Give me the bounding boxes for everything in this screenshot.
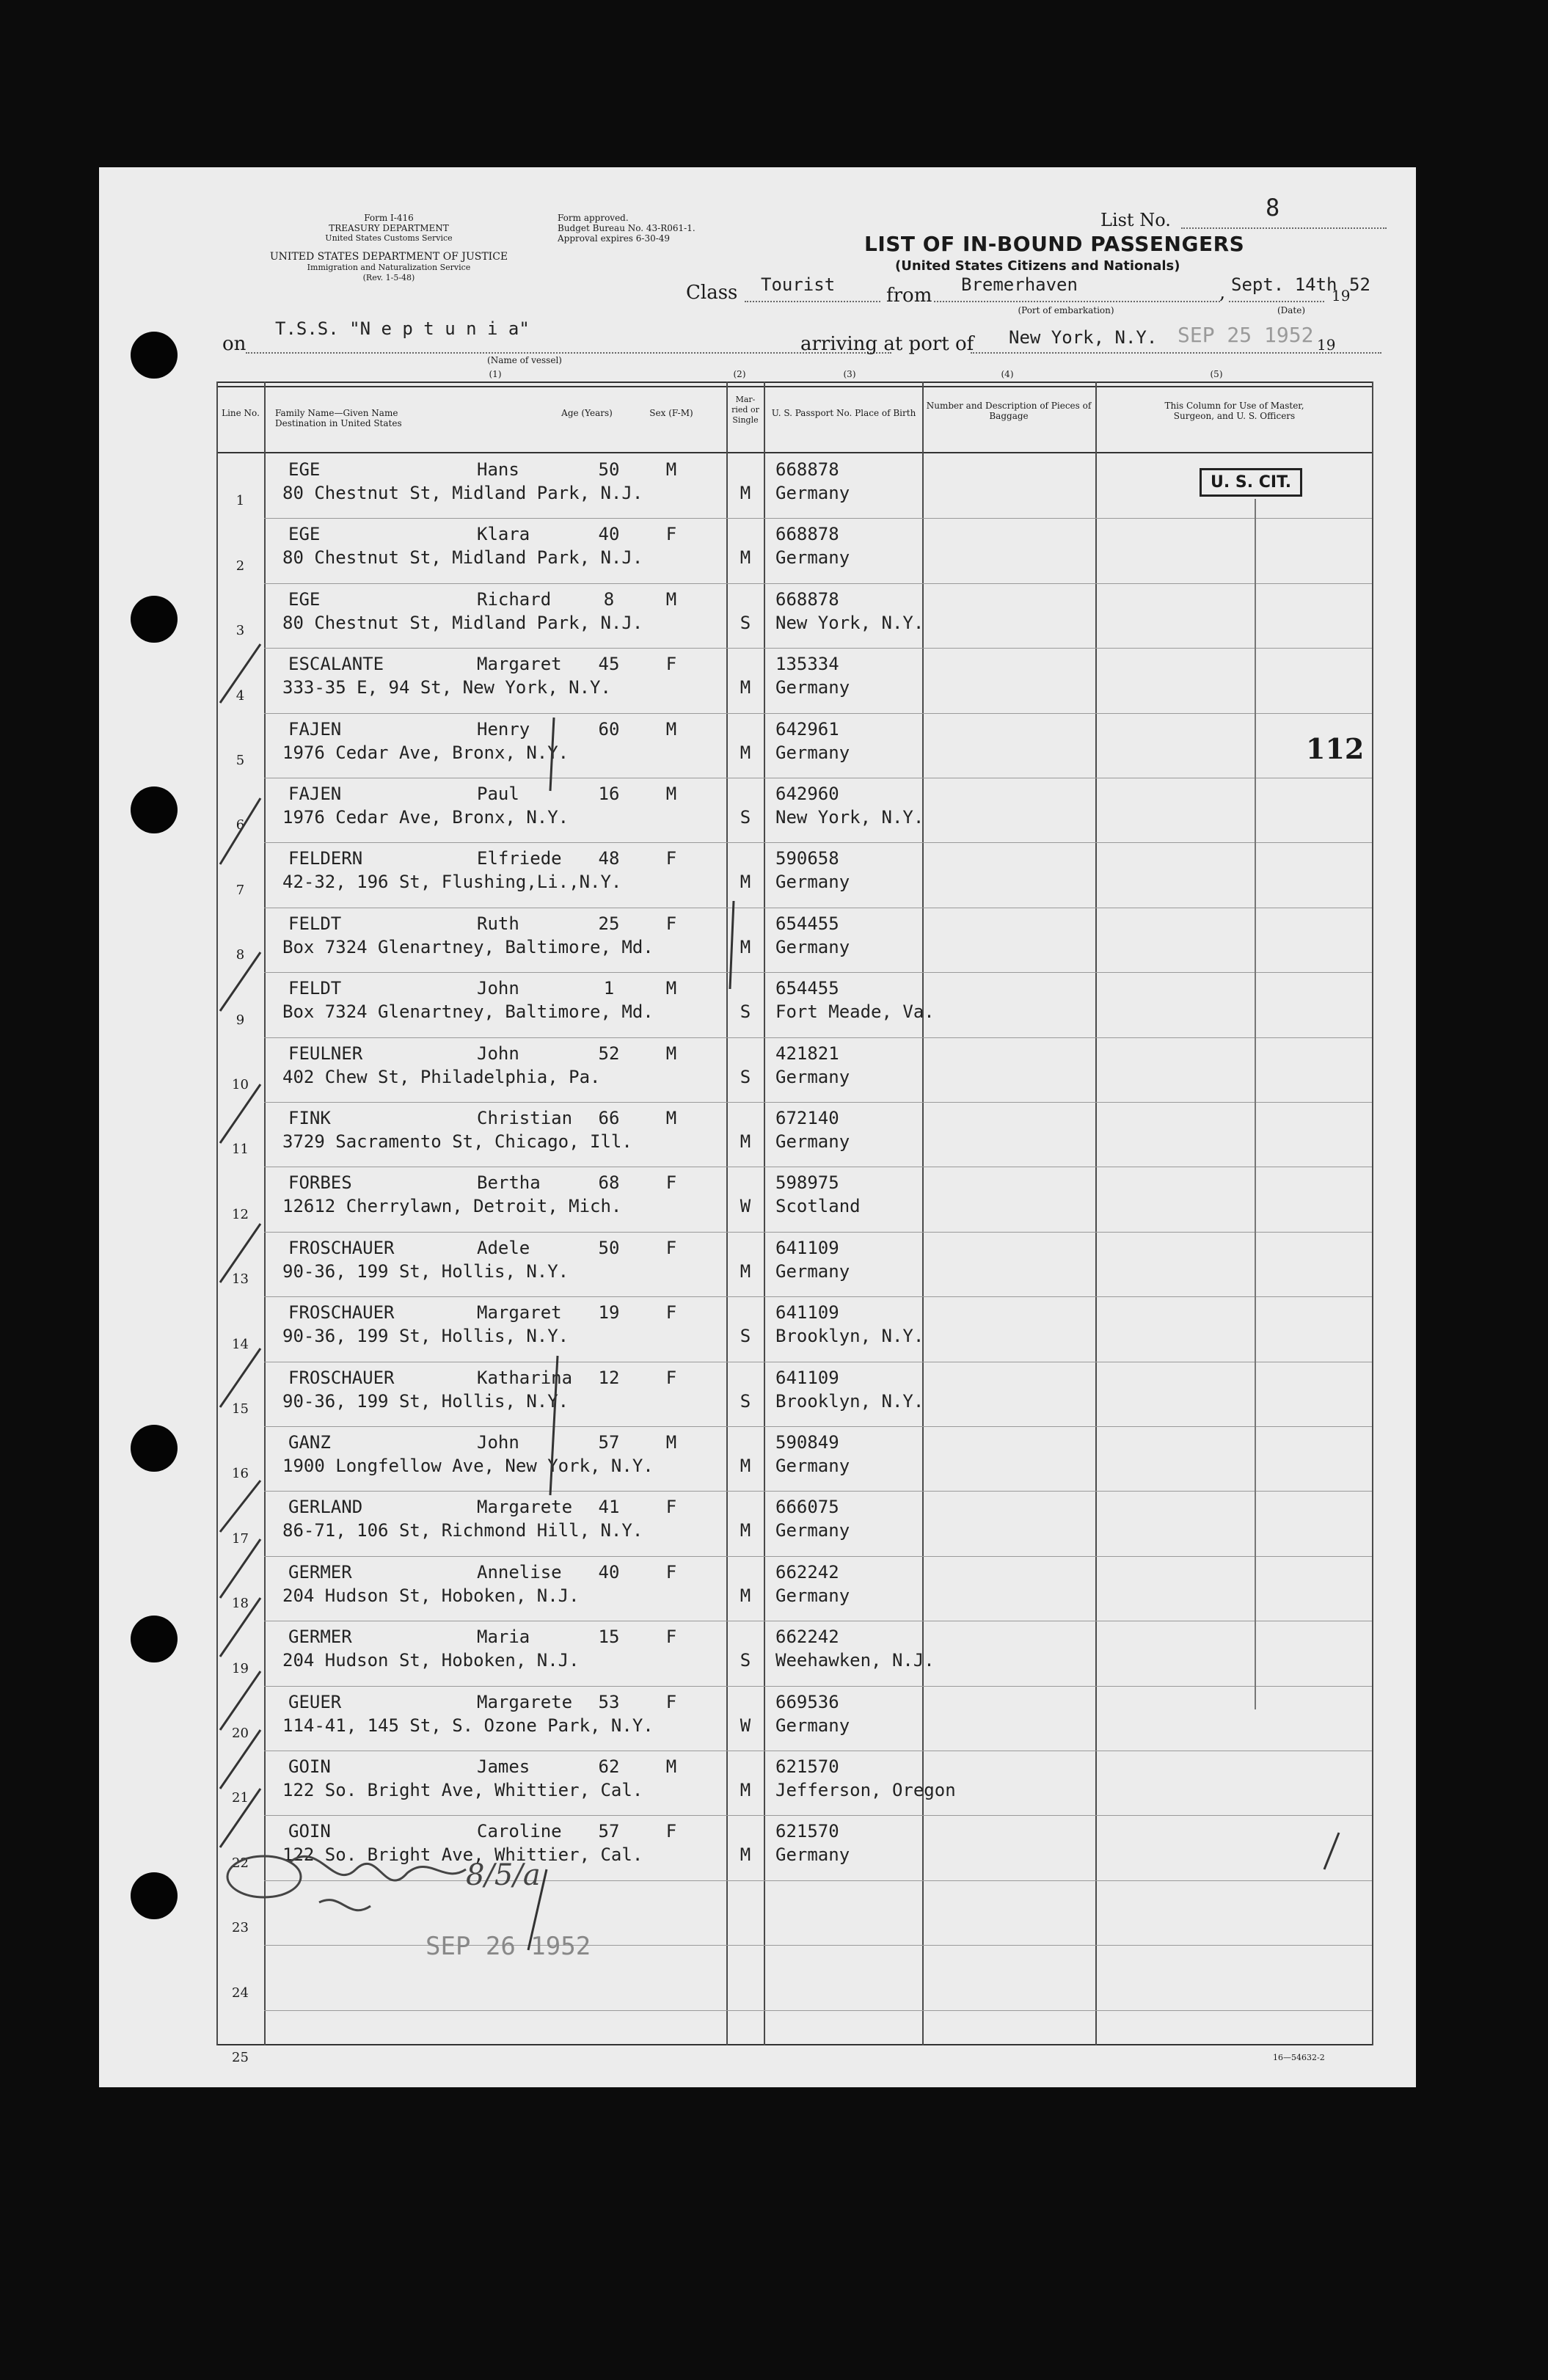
passport-number: 662242 [775,1561,839,1583]
passenger-sex: F [665,1561,677,1583]
passenger-given-name: Elfriede [477,848,562,869]
passenger-age: 50 [598,459,620,480]
row-line-number: 23 [232,1920,249,1936]
passport-number: 668878 [775,588,839,610]
passenger-destination: Box 7324 Glenartney, Baltimore, Md. [282,936,654,957]
place-of-birth: Scotland [775,1196,861,1217]
row-line-number: 2 [236,558,245,574]
on-label: on [222,333,247,355]
passenger-sex: F [665,1237,677,1258]
place-of-birth: Germany [775,1131,850,1152]
passenger-sex: M [665,1432,677,1453]
row-line-number: 6 [236,817,245,833]
place-of-birth: Germany [775,872,850,893]
passenger-family-name: FROSCHAUER [288,1367,395,1388]
header-officers: This Column for Use of Master, Surgeon, and U. S. Officers [1164,401,1304,421]
passenger-family-name: GERMER [288,1627,352,1648]
list-no-line [1181,227,1387,229]
passenger-age: 16 [598,784,620,804]
passenger-destination: 3729 Sacramento St, Chicago, Ill. [282,1131,632,1152]
row-line-number: 5 [236,753,245,768]
document-title: LIST OF IN-BOUND PASSENGERS [864,232,1245,256]
passenger-age: 25 [598,913,620,934]
passenger-family-name: FEULNER [288,1043,363,1064]
place-of-birth: Fort Meade, Va. [775,1001,935,1023]
place-of-birth: Germany [775,1066,850,1087]
row-line-number: 11 [232,1142,249,1158]
header-line-no: Line No. [222,408,260,418]
row-line-number: 20 [232,1726,249,1741]
passenger-given-name: John [477,978,519,999]
passenger-marital-status: S [740,1066,751,1087]
passenger-age: 8 [603,588,615,610]
passenger-sex: M [665,718,677,740]
row-line-number: 14 [232,1336,249,1352]
passenger-family-name: FROSCHAUER [288,1302,395,1324]
place-of-birth: Germany [775,1715,850,1736]
passenger-sex: F [665,1302,677,1324]
header-passport: U. S. Passport No. Place of Birth [771,408,916,418]
passenger-family-name: EGE [288,588,321,610]
passenger-family-name: ESCALANTE [288,654,384,675]
passport-number: 590658 [775,848,839,869]
passport-number: 641109 [775,1367,839,1388]
passenger-family-name: FELDERN [288,848,363,869]
place-of-birth: New York, N.Y. [775,807,924,828]
passenger-destination: 12612 Cherrylawn, Detroit, Mich. [282,1196,622,1217]
col-num-4: (4) [1001,369,1014,379]
passenger-family-name: GEUER [288,1691,342,1712]
passenger-family-name: FROSCHAUER [288,1237,395,1258]
passenger-destination: 204 Hudson St, Hoboken, N.J. [282,1650,580,1671]
passenger-age: 52 [598,1043,620,1064]
col-num-2: (2) [733,369,746,379]
passport-number: 621570 [775,1821,839,1842]
class-line [745,301,880,302]
passenger-sex: M [665,978,677,999]
row-line-number: 4 [236,687,245,704]
passport-number: 641109 [775,1237,839,1258]
date-line [1229,301,1324,302]
passport-number: 598975 [775,1172,839,1194]
passport-number: 590849 [775,1432,839,1453]
passport-number: 668878 [775,524,839,545]
passport-number: 672140 [775,1108,839,1128]
from-label: from [886,285,932,307]
passenger-given-name: Margarete [477,1497,573,1518]
place-of-birth: Jefferson, Oregon [775,1780,956,1800]
passenger-sex: M [665,588,677,610]
passenger-given-name: Maria [477,1627,530,1648]
passenger-sex: M [665,1043,677,1064]
form-approved: Form approved. [558,213,629,223]
passenger-family-name: GERLAND [288,1497,363,1518]
passport-number: 654455 [775,978,839,999]
date-caption: (Date) [1277,305,1306,315]
passenger-family-name: FELDT [288,978,342,999]
passenger-age: 62 [598,1756,620,1777]
place-of-birth: Germany [775,1260,850,1282]
place-of-birth: Germany [775,1456,850,1476]
passport-number: 669536 [775,1691,839,1712]
passenger-age: 48 [598,848,620,869]
class-value: Tourist [761,274,836,295]
passenger-given-name: Margaret [477,654,562,675]
passenger-marital-status: M [740,1520,751,1541]
passenger-marital-status: M [740,483,751,503]
passenger-destination: 1976 Cedar Ave, Bronx, N.Y. [282,742,569,763]
passenger-given-name: Ruth [477,913,519,934]
passenger-sex: M [665,459,677,480]
vessel-line [246,352,891,354]
row-line-number: 13 [232,1271,249,1288]
passenger-marital-status: M [740,1131,751,1152]
passenger-destination: 333-35 E, 94 St, New York, N.Y. [282,677,611,698]
passenger-sex: F [665,848,677,869]
passenger-marital-status: M [740,1585,751,1606]
passenger-age: 40 [598,524,620,545]
row-line-number: 17 [232,1530,249,1547]
date-value: Sept. 14th [1231,274,1337,295]
arriving-label: arriving at port of [800,333,974,355]
passenger-age: 60 [598,718,620,740]
passenger-marital-status: S [740,1650,751,1671]
passenger-marital-status: M [740,1456,751,1476]
passenger-destination: 90-36, 199 St, Hollis, N.Y. [282,1390,569,1412]
passenger-destination: 90-36, 199 St, Hollis, N.Y. [282,1260,569,1282]
vessel-caption: (Name of vessel) [487,355,562,365]
passenger-destination: Box 7324 Glenartney, Baltimore, Md. [282,1001,654,1023]
passport-number: 662242 [775,1627,839,1648]
dept-justice: UNITED STATES DEPARTMENT OF JUSTICE [269,251,508,263]
arrival-date-stamp: SEP 25 1952 [1178,323,1314,347]
passport-number: 421821 [775,1043,839,1064]
punch-hole [131,1872,178,1919]
place-of-birth: Brooklyn, N.Y. [775,1326,924,1347]
passenger-given-name: Bertha [477,1172,541,1194]
passenger-marital-status: W [740,1715,751,1736]
date-comma: , [1219,282,1226,304]
list-no-label: List No. [1100,210,1171,230]
passenger-given-name: John [477,1043,519,1064]
passenger-given-name: Klara [477,524,530,545]
passenger-destination: 86-71, 106 St, Richmond Hill, N.Y. [282,1520,643,1541]
passenger-age: 66 [598,1108,620,1128]
passenger-family-name: GANZ [288,1432,331,1453]
passenger-destination: 204 Hudson St, Hoboken, N.J. [282,1585,580,1606]
passenger-destination: 402 Chew St, Philadelphia, Pa. [282,1066,601,1087]
passenger-destination: 122 So. Bright Ave, Whittier, Cal. [282,1844,643,1866]
header-destination: Destination in United States [275,418,402,428]
passenger-destination: 1976 Cedar Ave, Bronx, N.Y. [282,807,569,828]
col-num-1: (1) [489,369,502,379]
passenger-age: 68 [598,1172,620,1194]
budget-bureau: Budget Bureau No. 43-R061-1. [558,223,695,233]
passenger-marital-status: S [740,1001,751,1023]
row-line-number: 25 [232,2050,249,2065]
passport-number: 642961 [775,718,839,740]
passenger-sex: M [665,784,677,804]
passenger-family-name: EGE [288,524,321,545]
passenger-given-name: Annelise [477,1561,562,1583]
handwritten-checkmarks [216,453,1376,2045]
punch-hole [131,332,178,379]
year-value: 52 [1349,274,1370,295]
header-age: Age (Years) [561,408,613,418]
punch-hole [131,1425,178,1472]
place-of-birth: New York, N.Y. [775,612,924,633]
port-embark-value: Bremerhaven [961,274,1078,295]
place-of-birth: Germany [775,547,850,569]
row-line-number: 19 [232,1660,249,1676]
passenger-marital-status: W [740,1196,751,1217]
passenger-sex: F [665,524,677,545]
punch-hole [131,786,178,833]
passenger-age: 45 [598,654,620,675]
passenger-family-name: GERMER [288,1561,352,1583]
passenger-age: 19 [598,1302,620,1324]
passenger-family-name: EGE [288,459,321,480]
passenger-count: 112 [1306,732,1365,765]
passport-number: 642960 [775,784,839,804]
passenger-destination: 80 Chestnut St, Midland Park, N.J. [282,547,643,569]
passenger-destination: 90-36, 199 St, Hollis, N.Y. [282,1326,569,1347]
passenger-given-name: Paul [477,784,519,804]
row-line-number: 21 [232,1790,249,1806]
row-line-number: 24 [232,1985,249,2001]
col-num-5: (5) [1210,369,1223,379]
dept-treasury: TREASURY DEPARTMENT [329,223,449,233]
place-of-birth: Germany [775,742,850,763]
passenger-given-name: Richard [477,588,552,610]
passenger-marital-status: S [740,807,751,828]
row-line-number: 15 [232,1401,249,1417]
row-line-number: 3 [236,623,245,639]
passenger-age: 12 [598,1367,620,1388]
passenger-sex: M [665,1108,677,1128]
header-sex: Sex (F-M) [649,408,693,418]
punch-hole [131,596,178,643]
header-baggage: Number and Description of Pieces of Baggage [926,401,1092,421]
passenger-age: 57 [598,1821,620,1842]
passenger-given-name: James [477,1756,530,1777]
col-num-3: (3) [843,369,856,379]
dept-ins: Immigration and Naturalization Service [307,263,471,272]
table-top-border [216,382,1372,383]
passenger-family-name: FAJEN [288,718,342,740]
passenger-family-name: FAJEN [288,784,342,804]
passenger-given-name: Henry [477,718,530,740]
passenger-sex: F [665,1172,677,1194]
passenger-destination: 114-41, 145 St, S. Ozone Park, N.Y. [282,1715,654,1736]
table-top-border-2 [216,386,1372,387]
passenger-family-name: FELDT [288,913,342,934]
port-embark-caption: (Port of embarkation) [1018,305,1114,315]
passenger-destination: 80 Chestnut St, Midland Park, N.J. [282,612,643,633]
place-of-birth: Germany [775,1844,850,1866]
passport-number: 621570 [775,1756,839,1777]
place-of-birth: Germany [775,1585,850,1606]
approval-expires: Approval expires 6-30-49 [558,233,671,244]
passenger-given-name: Adele [477,1237,530,1258]
row-line-number: 10 [232,1077,249,1092]
passenger-given-name: Christian [477,1108,573,1128]
row-line-number: 12 [232,1206,249,1222]
passenger-family-name: GOIN [288,1756,331,1777]
passport-number: 666075 [775,1497,839,1518]
punch-hole [131,1616,178,1662]
passenger-sex: F [665,1627,677,1648]
passenger-age: 57 [598,1432,620,1453]
passenger-marital-status: M [740,1844,751,1866]
passenger-age: 1 [603,978,615,999]
passenger-destination: 42-32, 196 St, Flushing,Li.,N.Y. [282,872,622,893]
row-line-number: 1 [236,493,245,509]
passenger-marital-status: M [740,1260,751,1282]
passport-number: 641109 [775,1302,839,1324]
passenger-given-name: Caroline [477,1821,562,1842]
passenger-marital-status: M [740,872,751,893]
passenger-sex: F [665,654,677,675]
header-married: Mar-ried or Single [731,395,759,425]
passport-number: 654455 [775,913,839,934]
place-of-birth: Weehawken, N.J. [775,1650,935,1671]
passenger-sex: F [665,913,677,934]
row-line-number: 7 [236,882,245,898]
form-revision: (Rev. 1-5-48) [362,273,415,282]
year-suffix: 19 [1317,336,1336,354]
passenger-sex: F [665,1691,677,1712]
place-of-birth: Germany [775,1520,850,1541]
passenger-given-name: Katharina [477,1367,573,1388]
document-subtitle: (United States Citizens and Nationals) [895,258,1180,274]
row-line-number: 8 [236,947,245,963]
passenger-sex: F [665,1367,677,1388]
passenger-sex: F [665,1821,677,1842]
passenger-destination: 122 So. Bright Ave, Whittier, Cal. [282,1780,643,1800]
row-line-number: 18 [232,1596,249,1612]
list-no-value: 8 [1266,194,1280,222]
passenger-marital-status: S [740,1390,751,1412]
place-of-birth: Germany [775,483,850,503]
passenger-marital-status: M [740,547,751,569]
passenger-age: 40 [598,1561,620,1583]
form-number: Form I-416 [364,213,414,223]
passenger-given-name: Hans [477,459,519,480]
vessel-name: T.S.S. "N e p t u n i a" [275,318,530,339]
passport-number: 135334 [775,654,839,675]
year-prefix: 19 [1332,287,1351,304]
row-line-number: 16 [232,1466,249,1482]
passenger-marital-status: M [740,936,751,957]
passenger-age: 50 [598,1237,620,1258]
passenger-family-name: FORBES [288,1172,352,1194]
header-family-name: Family Name—Given Name [275,408,398,418]
signature-initials: 8/5/a [466,1858,541,1892]
class-label: Class [686,282,738,304]
us-cit-stamp: U. S. CIT. [1200,468,1302,497]
passenger-given-name: Margarete [477,1691,573,1712]
passenger-manifest-page [99,167,1416,2087]
row-line-number: 9 [236,1012,245,1028]
passenger-marital-status: M [740,1780,751,1800]
passenger-family-name: GOIN [288,1821,331,1842]
passenger-destination: 80 Chestnut St, Midland Park, N.J. [282,483,643,503]
passenger-marital-status: S [740,1326,751,1347]
dept-customs: United States Customs Service [325,233,453,243]
place-of-birth: Germany [775,677,850,698]
place-of-birth: Brooklyn, N.Y. [775,1390,924,1412]
passenger-age: 41 [598,1497,620,1518]
port-arrival-value: New York, N.Y. [1009,327,1158,348]
row-line-number: 22 [232,1855,249,1871]
passenger-age: 15 [598,1627,620,1648]
port-embark-line [934,301,1220,302]
passenger-sex: M [665,1756,677,1777]
bottom-date-stamp: SEP 26 1952 [426,1932,591,1961]
passport-number: 668878 [775,459,839,480]
passenger-sex: F [665,1497,677,1518]
passenger-marital-status: M [740,742,751,763]
passenger-marital-status: S [740,612,751,633]
passenger-destination: 1900 Longfellow Ave, New York, N.Y. [282,1456,654,1476]
passenger-age: 53 [598,1691,620,1712]
passenger-given-name: John [477,1432,519,1453]
place-of-birth: Germany [775,936,850,957]
passenger-given-name: Margaret [477,1302,562,1324]
passenger-marital-status: M [740,677,751,698]
footer-form-code: 16—54632-2 [1273,2053,1325,2062]
passenger-family-name: FINK [288,1108,331,1128]
